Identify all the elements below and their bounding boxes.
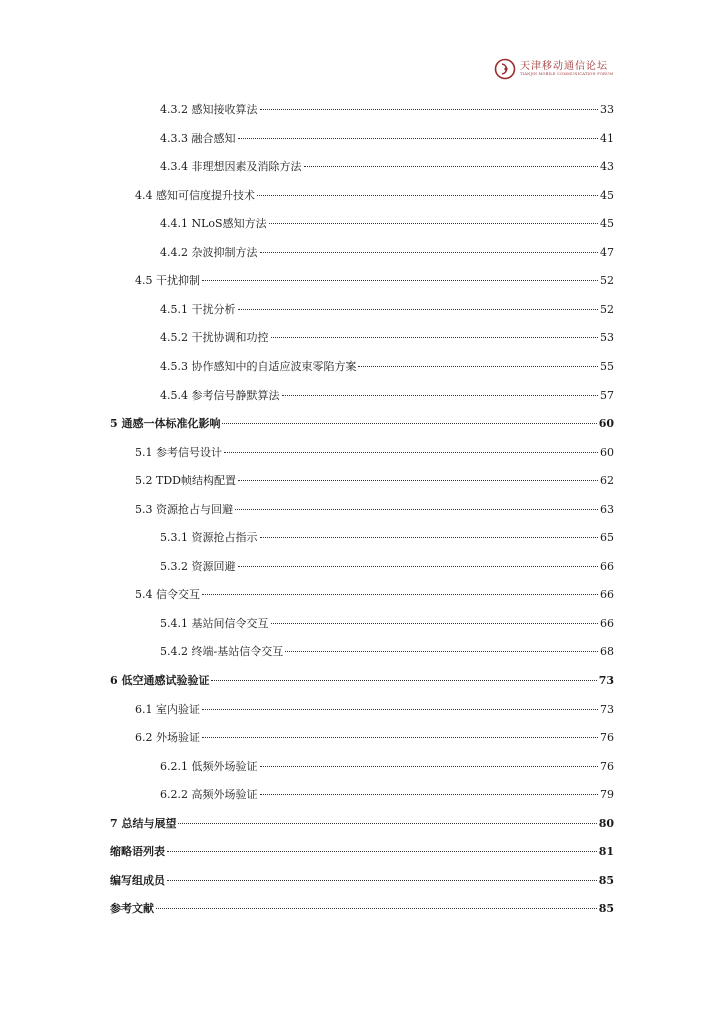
toc-entry-title: 6 低空通感试验验证: [110, 674, 210, 687]
toc-entry-title: 4.4 感知可信度提升技术: [135, 189, 255, 202]
toc-dot-leader: [222, 423, 596, 424]
toc-entry-title: 5.2 TDD帧结构配置: [135, 474, 236, 487]
toc-entry-title: 5.4 信令交互: [135, 588, 200, 601]
toc-entry-title: 4.4.2 杂波抑制方法: [160, 246, 258, 259]
toc-dot-leader: [260, 252, 599, 253]
toc-entry-page-number: 52: [600, 303, 614, 316]
toc-entry-page-number: 41: [600, 132, 614, 145]
toc-dot-leader: [238, 566, 599, 567]
toc-entry-page-number: 66: [600, 560, 614, 573]
toc-dot-leader: [358, 366, 598, 367]
toc-entry-title: 4.5.4 参考信号静默算法: [160, 389, 280, 402]
toc-dot-leader: [260, 766, 599, 767]
toc-dot-leader: [271, 337, 599, 338]
toc-entry-page-number: 47: [600, 246, 614, 259]
toc-entry-title: 4.5 干扰抑制: [135, 274, 200, 287]
toc-entry-title: 4.4.1 NLoS感知方法: [160, 217, 267, 230]
toc-entry-page-number: 60: [600, 446, 614, 459]
toc-entry[interactable]: [110, 673, 614, 688]
toc-entry-page-number: 76: [600, 731, 614, 744]
toc-dot-leader: [238, 138, 599, 139]
toc-entry-page-number: 45: [600, 189, 614, 202]
toc-entry-title: 7 总结与展望: [110, 817, 177, 830]
toc-dot-leader: [238, 309, 599, 310]
toc-entry-title: 6.1 室内验证: [135, 703, 200, 716]
toc-dot-leader: [224, 452, 598, 453]
toc-entry-page-number: 81: [598, 845, 614, 858]
toc-entry-title: 4.3.3 融合感知: [160, 132, 236, 145]
toc-entry[interactable]: [135, 273, 614, 288]
toc-entry[interactable]: [135, 730, 614, 745]
toc-entry-page-number: 85: [598, 874, 614, 887]
toc-entry-title: 4.3.4 非理想因素及消除方法: [160, 160, 302, 173]
toc-dot-leader: [269, 223, 598, 224]
toc-entry-title: 编写组成员: [110, 874, 165, 887]
toc-entry[interactable]: [110, 873, 614, 888]
toc-entry[interactable]: [160, 530, 614, 545]
toc-entry-title: 4.5.2 干扰协调和功控: [160, 331, 269, 344]
toc-entry-page-number: 73: [600, 703, 614, 716]
toc-entry-page-number: 66: [600, 617, 614, 630]
logo-chinese-text: 天津移动通信论坛: [520, 61, 608, 72]
toc-dot-leader: [304, 166, 599, 167]
toc-entry[interactable]: [110, 816, 614, 831]
toc-entry-page-number: 53: [600, 331, 614, 344]
toc-entry[interactable]: [160, 216, 614, 231]
toc-dot-leader: [211, 680, 596, 681]
toc-entry[interactable]: [135, 587, 614, 602]
toc-dot-leader: [238, 480, 598, 481]
toc-entry-page-number: 43: [600, 160, 614, 173]
toc-entry[interactable]: [160, 330, 614, 345]
toc-entry[interactable]: [160, 102, 614, 117]
toc-entry[interactable]: [135, 502, 614, 517]
toc-entry-page-number: 73: [598, 674, 614, 687]
toc-entry-title: 5.3.2 资源回避: [160, 560, 236, 573]
toc-dot-leader: [167, 880, 597, 881]
toc-entry-title: 4.3.2 感知接收算法: [160, 103, 258, 116]
toc-dot-leader: [202, 280, 598, 281]
toc-entry-title: 5.4.2 终端-基站信令交互: [160, 645, 284, 658]
toc-dot-leader: [282, 395, 599, 396]
toc-entry-page-number: 85: [598, 902, 614, 915]
toc-entry-page-number: 57: [600, 389, 614, 402]
toc-dot-leader: [202, 709, 598, 710]
toc-entry[interactable]: [160, 159, 614, 174]
toc-entry-title: 6.2 外场验证: [135, 731, 200, 744]
toc-entry[interactable]: [135, 473, 614, 488]
toc-entry-page-number: 76: [600, 760, 614, 773]
toc-entry[interactable]: [160, 787, 614, 802]
toc-dot-leader: [260, 794, 599, 795]
toc-dot-leader: [167, 851, 597, 852]
toc-entry-title: 5 通感一体标准化影响: [110, 417, 221, 430]
toc-entry-title: 6.2.2 高频外场验证: [160, 788, 258, 801]
toc-dot-leader: [202, 737, 598, 738]
toc-entry-page-number: 79: [600, 788, 614, 801]
toc-entry[interactable]: [135, 188, 614, 203]
toc-entry-title: 缩略语列表: [110, 845, 165, 858]
toc-entry[interactable]: [160, 388, 614, 403]
logo-english-text: TIANJIN MOBILE COMMUNICATION FORUM: [520, 72, 614, 76]
toc-entry[interactable]: [160, 616, 614, 631]
toc-entry-page-number: 33: [600, 103, 614, 116]
toc-entry-page-number: 55: [600, 360, 614, 373]
toc-entry[interactable]: [160, 359, 614, 374]
toc-entry-title: 4.5.1 干扰分析: [160, 303, 236, 316]
toc-entry-title: 5.4.1 基站间信令交互: [160, 617, 269, 630]
toc-entry[interactable]: [160, 644, 614, 659]
toc-entry-page-number: 80: [598, 817, 614, 830]
toc-entry-page-number: 66: [600, 588, 614, 601]
toc-entry-page-number: 68: [600, 645, 614, 658]
toc-dot-leader: [260, 537, 599, 538]
toc-entry[interactable]: [160, 131, 614, 146]
toc-entry[interactable]: [135, 702, 614, 717]
toc-entry-page-number: 52: [600, 274, 614, 287]
toc-dot-leader: [156, 908, 597, 909]
toc-entry-title: 4.5.3 协作感知中的自适应波束零陷方案: [160, 360, 357, 373]
toc-dot-leader: [285, 651, 598, 652]
toc-dot-leader: [260, 109, 599, 110]
toc-dot-leader: [202, 594, 598, 595]
toc-dot-leader: [178, 823, 596, 824]
toc-entry-page-number: 63: [600, 503, 614, 516]
toc-entry-title: 5.3.1 资源抢占指示: [160, 531, 258, 544]
toc-entry[interactable]: [110, 416, 614, 431]
toc-entry-title: 5.1 参考信号设计: [135, 446, 222, 459]
toc-entry-page-number: 65: [600, 531, 614, 544]
toc-entry-title: 参考文献: [110, 902, 154, 915]
toc-dot-leader: [257, 195, 598, 196]
toc-entry-title: 6.2.1 低频外场验证: [160, 760, 258, 773]
toc-dot-leader: [235, 509, 598, 510]
toc-entry[interactable]: [160, 559, 614, 574]
toc-entry[interactable]: [160, 759, 614, 774]
toc-entry[interactable]: [160, 245, 614, 260]
toc-entry[interactable]: [110, 844, 614, 859]
toc-entry[interactable]: [135, 445, 614, 460]
toc-entry[interactable]: [160, 302, 614, 317]
toc-entry-page-number: 60: [598, 417, 614, 430]
toc-entry[interactable]: [110, 901, 614, 916]
toc-entry-page-number: 62: [600, 474, 614, 487]
toc-dot-leader: [271, 623, 599, 624]
toc-entry-page-number: 45: [600, 217, 614, 230]
toc-entry-title: 5.3 资源抢占与回避: [135, 503, 233, 516]
